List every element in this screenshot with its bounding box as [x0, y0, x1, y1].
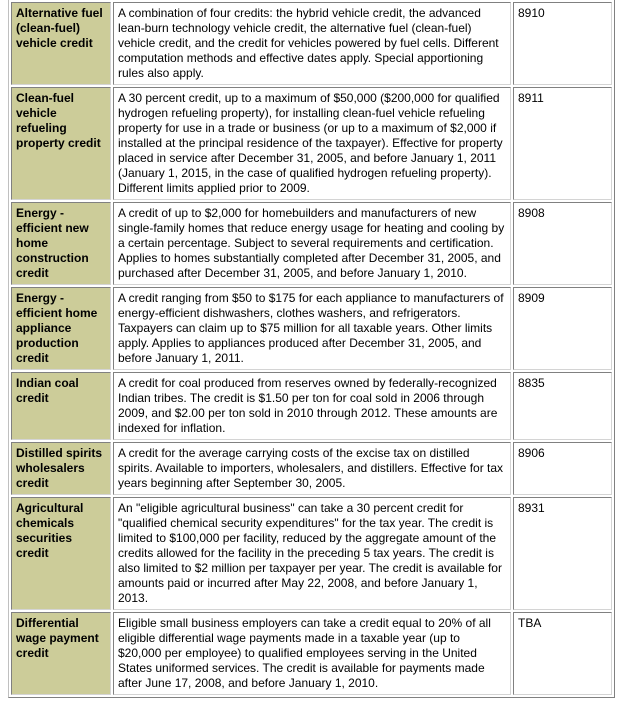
- table-row: [11, 2, 612, 85]
- credit-name-cell: Agricultural chemicals securities credit: [11, 497, 111, 610]
- credit-name-cell: Distilled spirits wholesalers credit: [11, 442, 111, 495]
- credit-description-cell: A 30 percent credit, up to a maximum of $50,000 ($200,000 for qualified hydrogen refueling property), for installing clean-fuel vehicle refueling property for use in a trade or business (or up to a maximum of $2,000 if installed at the principal residence of the taxpayer). Effective for property placed in service after December 31, 2005, and before January 1, 2011 (January 1, 2015, in the case of qualified hydrogen refueling property). Different limits applied prior to 2009.: [113, 87, 511, 200]
- credit-name-cell: Energy - efficient new home construction credit: [11, 202, 111, 285]
- table-row: [11, 442, 612, 495]
- table-row: [11, 87, 612, 200]
- credit-description-cell: A combination of four credits: the hybrid vehicle credit, the advanced lean-burn technology vehicle credit, the alternative fuel (clean-fuel) vehicle credit, and the credit for vehicles powered by fuel cells. Different computation methods and effective dates apply. Special apportioning rules also apply.: [113, 2, 511, 85]
- credits-table-container: [8, 0, 615, 698]
- table-row: [11, 287, 612, 370]
- tax-credits-table: [8, 0, 615, 698]
- form-number-cell: 8910: [513, 2, 612, 85]
- table-row: [11, 202, 612, 285]
- form-number-cell: 8835: [513, 372, 612, 440]
- credit-description-cell: A credit for the average carrying costs of the excise tax on distilled spirits. Available to importers, wholesalers, and distillers. Effective for tax years beginning after September 30, 2005.: [113, 442, 511, 495]
- form-number-cell: 8911: [513, 87, 612, 200]
- credit-description-cell: A credit of up to $2,000 for homebuilders and manufacturers of new single-family homes that reduce energy usage for heating and cooling by a certain percentage. Subject to several requirements and certification. Applies to homes substantially completed after December 31, 2005, and purchased after December 31, 2005, and before January 1, 2010.: [113, 202, 511, 285]
- credit-description-cell: A credit for coal produced from reserves owned by federally-recognized Indian tribes. The credit is $1.50 per ton for coal sold in 2006 through 2009, and $2.00 per ton sold in 2010 through 2012. These amounts are indexed for inflation.: [113, 372, 511, 440]
- form-number-cell: 8909: [513, 287, 612, 370]
- table-row: [11, 497, 612, 610]
- form-number-cell: 8908: [513, 202, 612, 285]
- credit-description-cell: An "eligible agricultural business" can take a 30 percent credit for "qualified chemical security expenditures" for the tax year. The credit is limited to $100,000 per facility, reduced by the aggregate amount of the credits allowed for the facility in the preceding 5 tax years. The credit is also limited to $2 million per taxpayer per year. The credit is available for amounts paid or incurred after May 22, 2008, and before January 1, 2013.: [113, 497, 511, 610]
- credit-name-cell: Energy - efficient home appliance production credit: [11, 287, 111, 370]
- form-number-cell: 8906: [513, 442, 612, 495]
- form-number-cell: 8931: [513, 497, 612, 610]
- form-number-cell: TBA: [513, 612, 612, 695]
- credit-name-cell: Clean-fuel vehicle refueling property credit: [11, 87, 111, 200]
- credit-description-cell: A credit ranging from $50 to $175 for each appliance to manufacturers of energy-efficient dishwashers, clothes washers, and refrigerators. Taxpayers can claim up to $75 million for all taxable years. Other limits apply. Applies to appliances produced after December 31, 2005, and before January 1, 2011.: [113, 287, 511, 370]
- table-row: [11, 612, 612, 695]
- credit-name-cell: Alternative fuel (clean-fuel) vehicle credit: [11, 2, 111, 85]
- table-row: [11, 372, 612, 440]
- credit-description-cell: Eligible small business employers can take a credit equal to 20% of all eligible differential wage payments made in a taxable year (up to $20,000 per employee) to qualified employees serving in the United States uniformed services. The credit is available for payments made after June 17, 2008, and before January 1, 2010.: [113, 612, 511, 695]
- credit-name-cell: Indian coal credit: [11, 372, 111, 440]
- credit-name-cell: Differential wage payment credit: [11, 612, 111, 695]
